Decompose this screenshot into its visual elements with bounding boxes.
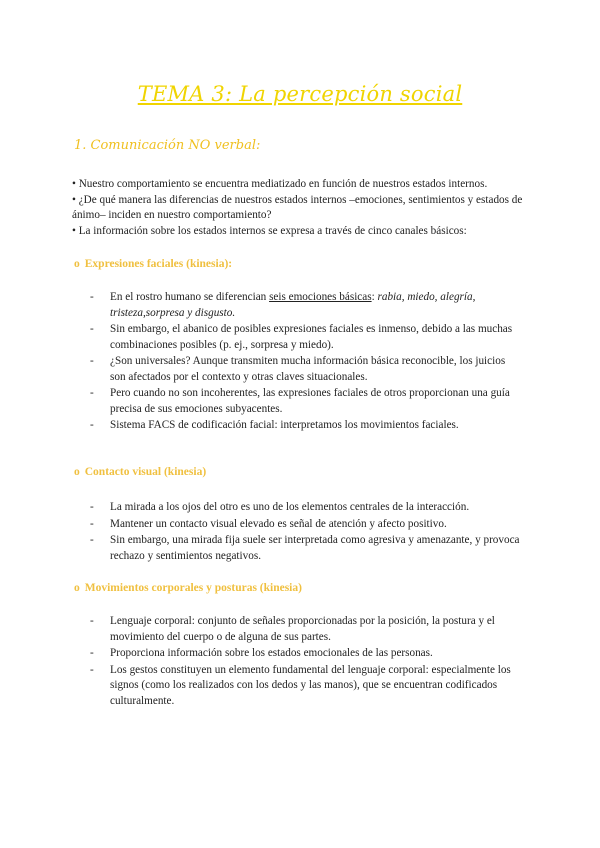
item-text: ¿Son universales? Aunque transmiten mucha información básica reconocible, los juicios son afectados por el contexto y otras claves situacionales. (110, 355, 506, 383)
subheading-text: Movimientos corporales y posturas (kinesia) (84, 582, 302, 594)
list-item (90, 646, 520, 662)
list-item (90, 386, 520, 417)
underlined-term: seis emociones básicas (269, 291, 372, 303)
emotions-list: rabia, miedo, alegría, tristeza,sorpresa y disgusto. (110, 291, 476, 319)
subheading-movimientos (74, 582, 302, 594)
item-text: Sin embargo, una mirada fija suele ser interpretada como agresiva y amenazante, y provoca rechazo y sentimientos negativos. (110, 534, 520, 562)
subheading-text: Contacto visual (kinesia) (84, 466, 207, 478)
dash-marker: - (90, 615, 94, 627)
list-item (90, 354, 520, 385)
dash-marker: - (90, 647, 94, 659)
item-text: Pero cuando no son incoherentes, las expresiones faciales de otros proporcionan una guía precisa de sus emociones subyacentes. (110, 387, 510, 415)
list-expresiones (90, 290, 520, 435)
dash-marker: - (90, 663, 94, 676)
dash-marker: - (90, 501, 94, 513)
dash-marker: - (90, 323, 94, 335)
subheading-bullet: o (74, 258, 80, 270)
list-item (90, 614, 520, 645)
list-item (90, 418, 520, 434)
subheading-bullet: o (74, 466, 80, 478)
subheading-contacto (74, 466, 206, 478)
list-item (90, 533, 520, 564)
item-text: Lenguaje corporal: conjunto de señales proporcionadas por la posición, la postura y el movimiento del cuerpo o de alguna de sus partes. (110, 615, 495, 643)
list-item (90, 290, 520, 321)
list-movimientos (90, 614, 520, 710)
list-item (90, 663, 520, 710)
list-item (90, 322, 520, 353)
item-text: : (371, 291, 378, 303)
item-text: Sin embargo, el abanico de posibles expresiones faciales es inmenso, debido a las muchas combinaciones posibles (p. ej., sorpresa y miedo). (110, 323, 513, 351)
list-item (90, 517, 520, 533)
dash-marker: - (90, 517, 94, 530)
dash-marker: - (90, 355, 94, 367)
dash-marker: - (90, 534, 94, 546)
item-text: En el rostro humano se diferencian (110, 291, 270, 303)
intro-paragraph-2: • ¿De qué manera las diferencias de nuestros estados internos –emociones, sentimientos y estados de ánimo– inciden en nuestro comportamiento? (72, 193, 523, 221)
item-text: Mantener un contacto visual elevado es señal de atención y afecto positivo. (110, 517, 447, 530)
dash-marker: - (90, 387, 94, 399)
item-text: Los gestos constituyen un elemento fundamental del lenguaje corporal: especialmente los signos (como los realizados con los dedos y las manos), que se encuentran codificados culturalmente. (110, 663, 511, 707)
subheading-bullet: o (74, 582, 80, 594)
page-title: TEMA 3: La percepción social (137, 82, 463, 106)
dash-marker: - (90, 419, 94, 431)
dash-marker: - (90, 291, 94, 303)
subheading-text: Expresiones faciales (kinesia): (84, 258, 233, 270)
list-contacto (90, 500, 520, 565)
item-text: Proporciona información sobre los estados emocionales de las personas. (110, 647, 433, 659)
intro-paragraphs (72, 177, 532, 239)
subheading-expresiones (74, 258, 232, 270)
intro-paragraph-1: • Nuestro comportamiento se encuentra mediatizado en función de nuestros estados internos. (72, 178, 488, 190)
list-item (90, 500, 520, 516)
section-heading-comunicacion: 1. Comunicación NO verbal: (74, 138, 261, 153)
item-text: Sistema FACS de codificación facial: interpretamos los movimientos faciales. (110, 419, 459, 431)
intro-paragraph-3: • La información sobre los estados internos se expresa a través de cinco canales básicos: (72, 224, 467, 237)
item-text: La mirada a los ojos del otro es uno de los elementos centrales de la interacción. (110, 501, 470, 513)
